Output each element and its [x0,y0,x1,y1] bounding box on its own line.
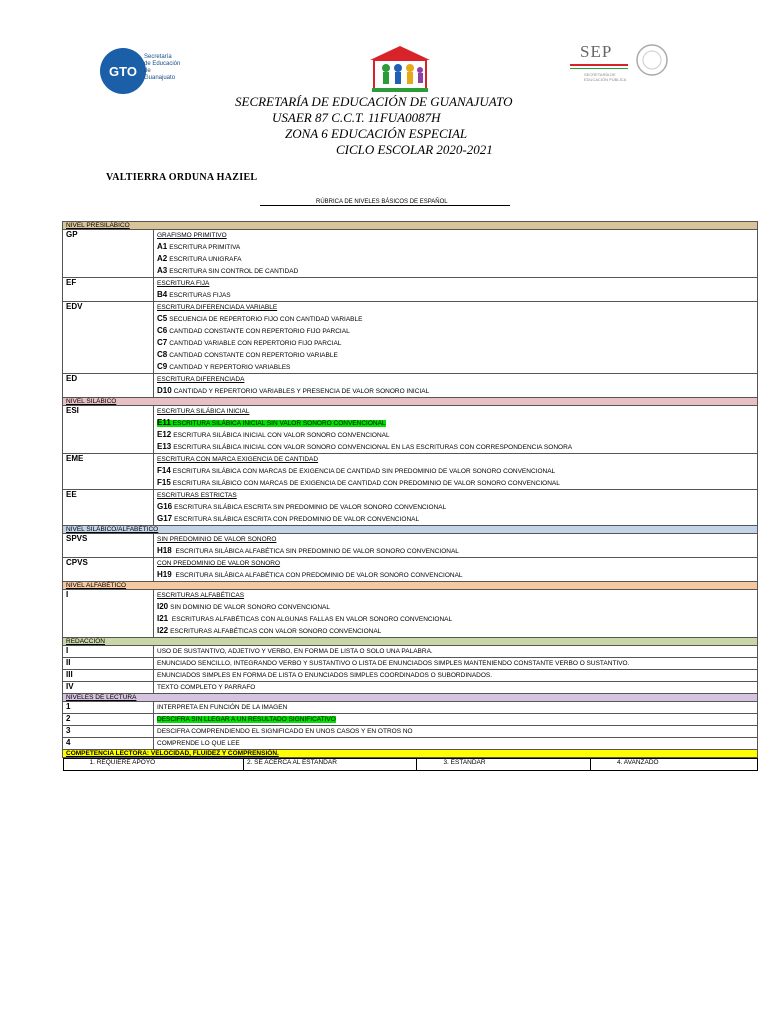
table-row: I ESCRITURAS ALFABÉTICAS I20 SIN DOMINIO DE VALOR SONORO CONVENCIONAL I21 ESCRITURAS ALFABÉTICAS CON ALGUNAS FALLAS EN VALOR SONORO CONVENCIONAL I22 ESCRITURAS ALFABÉTICAS CON VALOR SONORO CONVENCIONAL [63,590,758,638]
table-row: I USO DE SUSTANTIVO, ADJETIVO Y VERBO, EN FORMA DE LISTA O SOLO UNA PALABRA. [63,646,758,658]
sep-logo-subtext: SECRETARÍA DE EDUCACIÓN PÚBLICA [584,72,627,82]
table-row: IV TEXTO COMPLETO Y PARRAFO [63,682,758,694]
usaer-logo [362,44,438,94]
level-cell: 3. ESTANDAR [417,759,591,771]
rubric-table [62,221,758,771]
table-row: III ENUNCIADOS SIMPLES EN FORMA DE LISTA O ENUNCIADOS SIMPLES COORDINADOS O SUBORDINADOS. [63,670,758,682]
competencia-row [63,758,758,772]
table-row: SPVS SIN PREDOMINIO DE VALOR SONORO H18 ESCRITURA SILÁBICA ALFABÉTICA SIN PREDOMINIO DE VALOR SONORO CONVENCIONAL [63,534,758,558]
table-row: 1 INTERPRETA EN FUNCIÓN DE LA IMAGEN [63,702,758,714]
table-row: CPVS CON PREDOMINIO DE VALOR SONORO H19 ESCRITURA SILÁBICA ALFABÉTICA CON PREDOMINIO DE VALOR SONORO CONVENCIONAL [63,558,758,582]
header-line-4: CICLO ESCOLAR 2020-2021 [336,142,493,157]
student-name: VALTIERRA ORDUNA HAZIEL [106,172,258,183]
level-cell: 1. REQUIERE APOYO [63,759,243,771]
header-line-2: USAER 87 C.C.T. 11FUA0087H [272,110,441,125]
table-row: 4 COMPRENDE LO QUE LEE [63,738,758,750]
table-row: GP GRAFISMO PRIMITIVO A1 ESCRITURA PRIMITIVA A2 ESCRITURA UNIGRAFA A3 ESCRITURA SIN CONTROL DE CANTIDAD [63,230,758,278]
table-row: EME ESCRITURA CON MARCA EXIGENCIA DE CANTIDAD F14 ESCRITURA SILÁBICA CON MARCAS DE EXIGENCIA DE CANTIDAD SIN PREDOMINIO DE VALOR SONORO CONVENCIONAL F15 ESCRITURA SILÁBICO CON MARCAS DE EXIGENCIA DE CANTIDAD CON PREDOMINIO DE VALOR SONORO CONVENCIONAL [63,454,758,490]
table-row: 3 DESCIFRA COMPRENDIENDO EL SIGNIFICADO EN UNOS CASOS Y EN OTROS NO [63,726,758,738]
header-line-1: SECRETARÍA DE EDUCACIÓN DE GUANAJUATO [235,94,513,109]
table-row: EDV ESCRITURA DIFERENCIADA VARIABLE C5 SECUENCIA DE REPERTORIO FIJO CON CANTIDAD VARIABLE C6 CANTIDAD CONSTANTE CON REPERTORIO FIJO PARCIAL C7 CANTIDAD VARIABLE CON REPERTORIO FIJO PARCIAL C8 CANTIDAD CONSTANTE CON REPERTORIO VARIABLE C9 CANTIDAD Y REPERTORIO VARIABLES [63,302,758,374]
section-silabico-alfabetico: NIVEL SILÁBICO/ALFABÉTICO [63,526,758,534]
level-cell: 4. AVANZADO [590,759,757,771]
highlighted-item: DESCIFRA SIN LLEGAR A UN RESULTADO SIGNIFICATIVO [157,716,336,723]
competencia-levels [63,758,758,771]
table-row: ESI ESCRITURA SILÁBICA INICIAL E11 ESCRITURA SILÁBICA INICIAL SIN VALOR SONORO CONVENCIONAL E12 ESCRITURA SILÁBICA INICIAL CON VALOR SONORO CONVENCIONAL E13 ESCRITURA SILÁBICA INICIAL CON VALOR SONORO CONVENCIONAL EN LAS ESCRITURAS CON CORRESPONDENCIA SONORA [63,406,758,454]
section-presilabico: NIVEL PRESILÁBICO [63,222,758,230]
level-cell: 2. SE ACERCA AL ESTANDAR [243,759,417,771]
table-row: ED ESCRITURA DIFERENCIADA D10 CANTIDAD Y REPERTORIO VARIABLES Y PRESENCIA DE VALOR SONORO INICIAL [63,374,758,398]
table-row: EE ESCRITURAS ESTRICTAS G16 ESCRITURA SILÁBICA ESCRITA SIN PREDOMINIO DE VALOR SONORO CONVENCIONAL G17 ESCRITURA SILÁBICA ESCRITA CON PREDOMINIO DE VALOR CONVENCIONAL [63,490,758,526]
table-row: II ENUNCIADO SENCILLO, INTEGRANDO VERBO Y SUSTANTIVO O LISTA DE ENUNCIADOS SIMPLES MANTENIENDO CONSTANTE VERBO O SUSTANTIVO. [63,658,758,670]
table-row: EF ESCRITURA FIJA B4 ESCRITURAS FIJAS [63,278,758,302]
rubric-title: RÚBRICA DE NIVELES BÁSICOS DE ESPAÑOL [260,199,510,206]
section-competencia: COMPETENCIA LECTORA: VELOCIDAD, FLUIDEZ Y COMPRENSIÓN. [63,750,758,758]
section-silabico: NIVEL SILÁBICO [63,398,758,406]
gto-logo-mark: GTO [100,48,146,94]
section-alfabetico: NIVEL ALFABÉTICO [63,582,758,590]
header-line-3: ZONA 6 EDUCACIÓN ESPECIAL [285,126,468,141]
highlighted-item: E11 ESCRITURA SILÁBICA INICIAL SIN VALOR SONORO CONVENCIONAL [157,418,386,427]
sep-logo [566,38,670,90]
sep-logo-text: SEP [580,42,613,61]
section-redaccion: REDACCIÓN [63,638,758,646]
gto-logo-text: Secretaría de Educación de Guanajuato [144,54,181,81]
table-row: 2 DESCIFRA SIN LLEGAR A UN RESULTADO SIGNIFICATIVO [63,714,758,726]
gto-logo [100,44,184,100]
section-lectura: NIVELES DE LECTURA [63,694,758,702]
